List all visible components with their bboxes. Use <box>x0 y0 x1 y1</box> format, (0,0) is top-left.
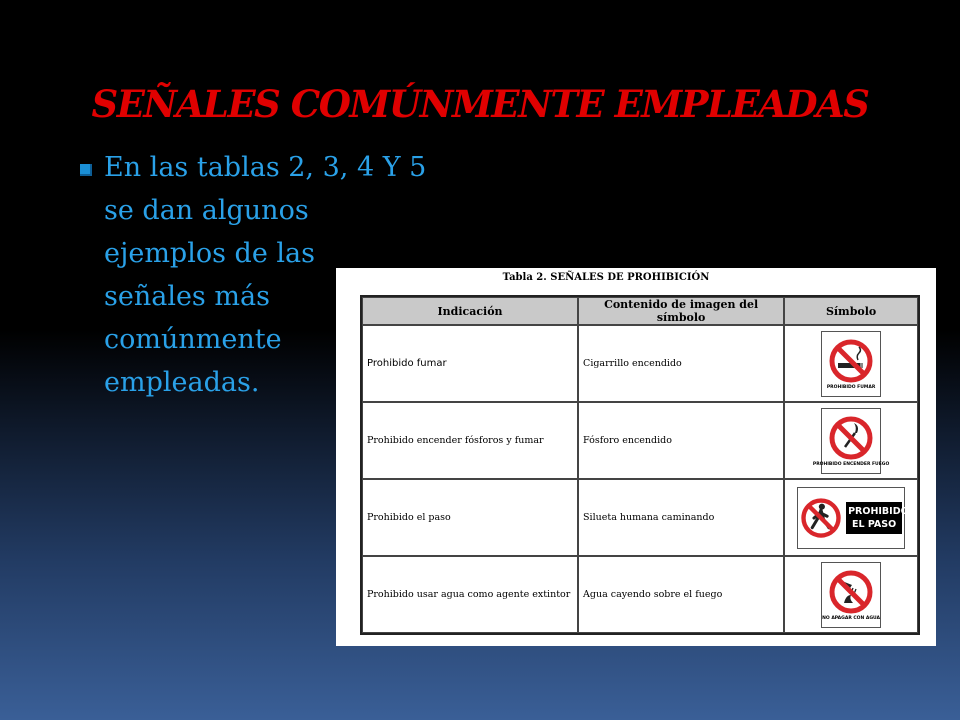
sign-text-line: PROHIBIDO <box>848 505 909 517</box>
sign-text-block <box>846 502 909 534</box>
no-matches-sign <box>812 408 890 474</box>
cell-indicacion: Prohibido encender fósforos y fumar <box>362 402 578 479</box>
sign-text-line: EL PASO <box>851 518 897 530</box>
bullet-line: comúnmente <box>104 324 282 355</box>
bullet-line: empleadas. <box>104 367 260 398</box>
cell-simbolo <box>784 479 918 556</box>
cell-contenido: Fósforo encendido <box>578 402 784 479</box>
cell-indicacion: Prohibido usar agua como agente extintor <box>362 556 578 633</box>
no-smoking-icon <box>828 338 874 384</box>
cell-contenido: Agua cayendo sobre el fuego <box>578 556 784 633</box>
table-row <box>362 325 918 402</box>
bullet-line: ejemplos de las <box>104 238 315 269</box>
bullet-line: se dan algunos <box>104 195 309 226</box>
table-header-row <box>362 297 918 325</box>
cell-contenido: Cigarrillo encendido <box>578 325 784 402</box>
sign-caption: NO APAGAR CON AGUA <box>822 615 881 621</box>
table-row <box>362 402 918 479</box>
no-water-sign <box>821 562 881 628</box>
cell-contenido: Silueta humana caminando <box>578 479 784 556</box>
no-matches-icon <box>828 415 874 461</box>
cell-indicacion: Prohibido el paso <box>362 479 578 556</box>
no-entry-pedestrian-icon <box>800 494 842 542</box>
cell-indicacion: Prohibido fumar <box>362 325 578 402</box>
cell-simbolo <box>784 325 918 402</box>
header-contenido: Contenido de imagen del símbolo <box>578 297 784 325</box>
sign-caption: PROHIBIDO ENCENDER FUEGO <box>812 461 890 467</box>
signs-table <box>360 295 920 635</box>
header-indicacion: Indicación <box>362 297 578 325</box>
cell-simbolo <box>784 402 918 479</box>
table-caption: Tabla 2. SEÑALES DE PROHIBICIÓN <box>502 272 710 283</box>
no-water-extinguish-icon <box>828 569 874 615</box>
slide-title: SEÑALES COMÚNMENTE EMPLEADAS <box>91 82 869 126</box>
sign-caption: PROHIBIDO FUMAR <box>826 384 876 390</box>
prohibition-signs-table-image <box>336 268 936 646</box>
bullet-marker-icon <box>80 164 92 176</box>
no-entry-sign <box>797 487 909 549</box>
bullet-line: señales más <box>104 281 270 312</box>
bullet-line: En las tablas 2, 3, 4 Y 5 <box>104 152 427 183</box>
cell-simbolo <box>784 556 918 633</box>
no-smoking-sign <box>821 331 881 397</box>
table-row <box>362 556 918 633</box>
header-simbolo: Símbolo <box>784 297 918 325</box>
table-row <box>362 479 918 556</box>
